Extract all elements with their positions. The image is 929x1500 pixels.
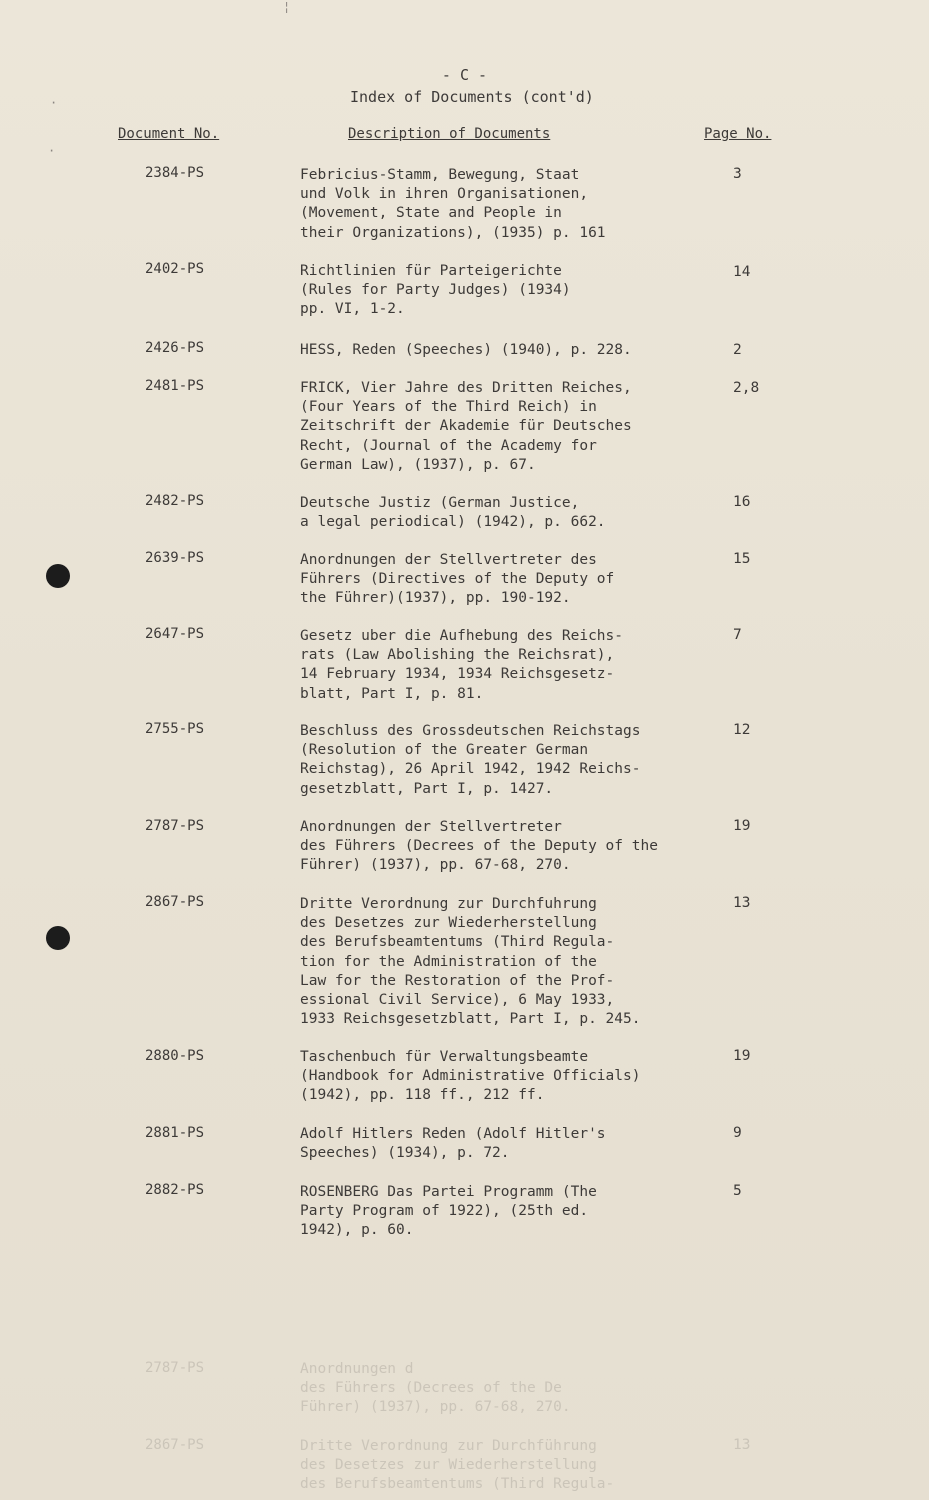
document-number: 2881-PS [145,1125,205,1141]
page-number: 12 [733,722,751,738]
page-number: 16 [733,494,751,510]
document-description: Anordnungen der Stellvertreter des Führers (Decrees of the Deputy of the Führer) (1937), pp. 67-68, 270. [300,819,658,874]
page-number: 15 [733,551,751,567]
document-description: Anordnungen d des Führers (Decrees of the De Führer) (1937), pp. 67-68, 270. [300,1361,571,1416]
page-marker [0,66,929,84]
document-description: HESS, Reden (Speeches) (1940), p. 228. [300,342,632,358]
document-number: 2384-PS [145,165,205,181]
document-number: 2787-PS [145,1360,205,1376]
page-number: 19 [733,1048,751,1064]
page-number: 14 [733,264,751,280]
document-number: 2647-PS [145,626,205,642]
page-number: 13 [733,1437,751,1453]
document-description: Taschenbuch für Verwaltungsbeamte (Handbook for Administrative Officials) (1942), pp. 118 ff., 212 ff. [300,1049,641,1104]
page-number: 3 [733,166,742,182]
punch-hole [46,926,70,950]
document-description: ROSENBERG Das Partei Programm (The Party Program of 1922), (25th ed. 1942), p. 60. [300,1184,597,1239]
document-description: Gesetz uber die Aufhebung des Reichs- rats (Law Abolishing the Reichsrat), 14 February 1934, 1934 Reichsgesetz- blatt, Part I, p. 81. [300,628,624,702]
margin-mark: · [50,96,58,110]
document-number: 2867-PS [145,894,205,910]
document-description: Adolf Hitlers Reden (Adolf Hitler's Speeches) (1934), p. 72. [300,1126,606,1162]
page-number: 2 [733,342,742,358]
document-number: 2426-PS [145,340,205,356]
document-description: Dritte Verordnung zur Durchfuhrung des Desetzes zur Wiederherstellung des Berufsbeamtentums (Third Regula- tion for the Administration of the Law for the Restoration of the Prof- essional Civil Service), 6 May 1933, 1933 Reichsgesetzblatt, Part I, p. 245. [300,896,641,1028]
document-description: Dritte Verordnung zur Durchführung des Desetzes zur Wiederherstellung des Berufsbeamtentums (Third Regula- [300,1438,615,1493]
margin-mark: · [48,144,56,158]
document-number: 2402-PS [145,261,205,277]
document-description: Anordnungen der Stellvertreter des Führers (Directives of the Deputy of the Führer)(1937), pp. 190-192. [300,552,615,607]
page-number: 19 [733,818,751,834]
document-number: 2482-PS [145,493,205,509]
document-number: 2867-PS [145,1437,205,1453]
column-header-doc-no: Document No. [118,126,220,142]
document-number: 2639-PS [145,550,205,566]
document-description: Beschluss des Grossdeutschen Reichstags (Resolution of the Greater German Reichstag), 26 April 1942, 1942 Reichs- gesetzblatt, Part I, p. 1427. [300,723,641,797]
margin-mark: ¦ [283,0,291,14]
document-description: FRICK, Vier Jahre des Dritten Reiches, (Four Years of the Third Reich) in Zeitschrift der Akademie für Deutsches Recht, (Journal of the Academy for German Law), (1937), p. 67. [300,380,632,473]
page-number: 13 [733,895,751,911]
column-header-description: Description of Documents [348,126,551,142]
document-number: 2481-PS [145,378,205,394]
document-description: Febricius-Stamm, Bewegung, Staat und Volk in ihren Organisationen, (Movement, State and People in their Organizations), (1935) p. 161 [300,167,606,241]
document-number: 2787-PS [145,818,205,834]
page-number: 7 [733,627,742,643]
punch-hole [46,564,70,588]
page-title: Index of Documents (cont'd) [350,88,594,106]
document-description: Deutsche Justiz (German Justice, a legal periodical) (1942), p. 662. [300,495,606,531]
document-number: 2755-PS [145,721,205,737]
page-marker-text: - C - [441,66,488,84]
document-description: Richtlinien für Parteigerichte (Rules for Party Judges) (1934) pp. VI, 1-2. [300,263,571,318]
document-number: 2882-PS [145,1182,205,1198]
document-number: 2880-PS [145,1048,205,1064]
page-number: 2,8 [733,380,760,396]
column-header-page-no: Page No. [704,126,772,142]
page-number: 5 [733,1183,742,1199]
page-number: 9 [733,1125,742,1141]
